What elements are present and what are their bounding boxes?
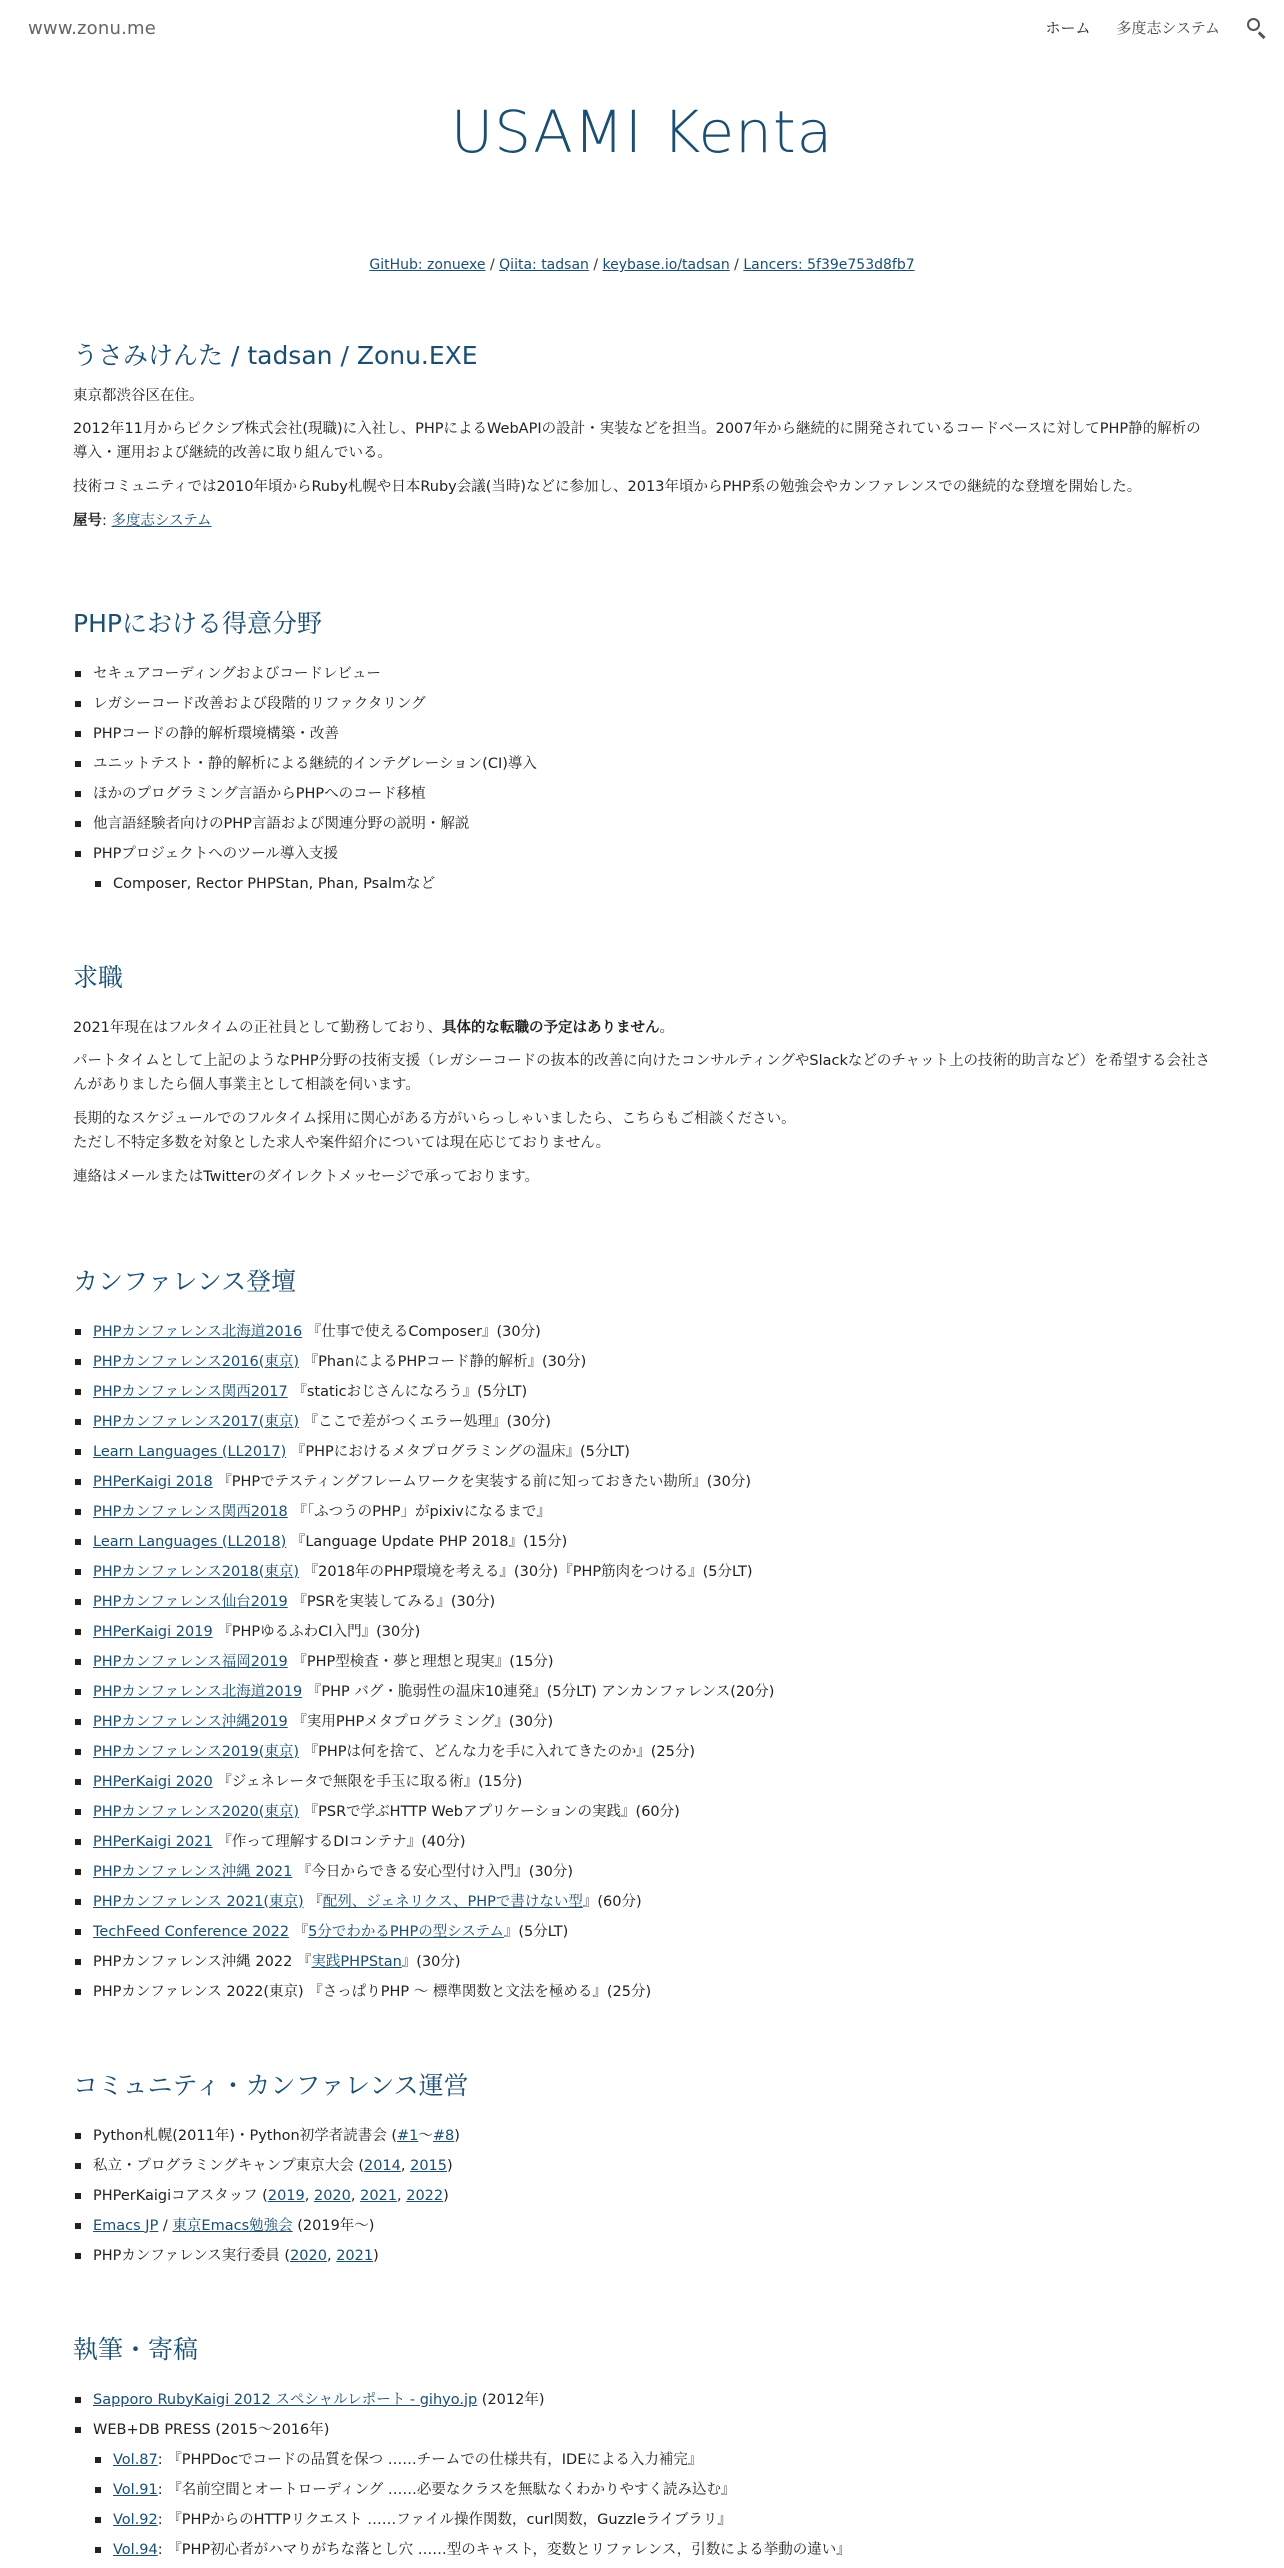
skills-sublist xyxy=(93,869,1213,899)
item-text: 〜 xyxy=(418,2127,433,2144)
list-item: WEB+DB PRESS (2015〜2016年) xyxy=(73,2415,1213,2445)
talk-item xyxy=(73,1527,1213,1557)
profile-section xyxy=(73,340,1213,544)
talk-title: 『さっぱりPHP 〜 標準関数と文法を極める』(25分) xyxy=(308,1983,652,2000)
list-item xyxy=(73,2181,1213,2211)
keybase-link[interactable]: keybase.io/tadsan xyxy=(602,257,730,273)
writing-section xyxy=(73,2334,1213,2565)
github-link[interactable]: GitHub: zonuexe xyxy=(369,257,486,273)
page-title: USAMI Kenta xyxy=(450,98,834,166)
talk-title: 『PSRで学ぶHTTP Webアプリケーションの実践』(60分) xyxy=(303,1803,680,1820)
talk-event: PHPカンファレンス 2022(東京) xyxy=(93,1983,304,2000)
item-text: ) xyxy=(443,2187,449,2204)
item-text: : 『PHPDocでコードの品質を保つ ……チームでの仕様共有，IDEによる入力補完』 xyxy=(157,2451,703,2468)
job-status-strong: 具体的な転職の予定はありません xyxy=(441,1019,660,1036)
list-item: レガシーコード改善および段階的リファクタリング xyxy=(73,689,1213,719)
talk-item xyxy=(73,1347,1213,1377)
list-item: PHPコードの静的解析環境構築・改善 xyxy=(73,719,1213,749)
list-item: PHPプロジェクトへのツール導入支援 xyxy=(73,839,1213,869)
talk-event-link[interactable]: PHPカンファレンス福岡2019 xyxy=(93,1653,288,1670)
skills-section xyxy=(73,608,1213,899)
talk-item xyxy=(73,1677,1213,1707)
talk-title-close: 』(5分LT) xyxy=(503,1923,569,1940)
list-item xyxy=(73,2151,1213,2181)
python-reading-link-1[interactable]: #1 xyxy=(397,2127,419,2144)
list-item xyxy=(73,2211,1213,2241)
talk-title: 『ここで差がつくエラー処理』(30分) xyxy=(303,1413,551,1430)
camp-2014-link[interactable]: 2014 xyxy=(363,2157,401,2174)
talk-item xyxy=(73,1407,1213,1437)
talk-title-link[interactable]: 配列、ジェネリクス、PHPで書けない型 xyxy=(322,1893,583,1910)
talk-title-link[interactable]: 5分でわかるPHPの型システム xyxy=(308,1923,504,1940)
nav-item-tadoshi-system[interactable]: 多度志システム xyxy=(1116,19,1220,37)
talk-title: 『2018年のPHP環境を考える』(30分)『PHP筋肉をつける』(5分LT) xyxy=(303,1563,753,1580)
talk-item xyxy=(73,1827,1213,1857)
talk-title: 『「ふつうのPHP」がpixivになるまで』 xyxy=(292,1503,551,1520)
job-fulltime-a: 長期的なスケジュールでのフルタイム採用に関心がある方がいらっしゃいましたら、こちらもご相談ください。 xyxy=(73,1111,796,1128)
talk-event-link[interactable]: PHPカンファレンス沖縄 2021 xyxy=(93,1863,293,1880)
writing-list xyxy=(73,2385,1213,2445)
list-item xyxy=(73,2241,1213,2271)
talk-item xyxy=(73,1797,1213,1827)
search-icon[interactable] xyxy=(1246,17,1268,39)
community-section xyxy=(73,2070,1213,2271)
talk-item xyxy=(73,1587,1213,1617)
item-text: PHPカンファレンス実行委員 ( xyxy=(93,2247,291,2264)
item-text: , xyxy=(304,2187,314,2204)
list-item xyxy=(73,2385,1213,2415)
profile-community: 技術コミュニティでは2010年頃からRuby札幌や日本Ruby会議(当時)などに参加し、2013年頃からPHP系の勉強会やカンファレンスでの継続的な登壇を開始した。 xyxy=(73,479,1142,496)
talk-event-link[interactable]: PHPカンファレンス2020(東京) xyxy=(93,1803,300,1820)
nav-item-home[interactable]: ホーム xyxy=(1045,19,1091,37)
item-text: , xyxy=(350,2187,361,2204)
talks-section xyxy=(73,1266,1213,2007)
item-text: : 『名前空間とオートローディング ……必要なクラスを無駄なくわかりやすく読み込む』 xyxy=(157,2481,736,2498)
list-item xyxy=(93,2475,1213,2505)
item-text: ) xyxy=(373,2247,379,2264)
gihyo-report-link[interactable]: Sapporo RubyKaigi 2012 スペシャルレポート - gihyo.jp xyxy=(93,2391,478,2408)
talk-title-link[interactable]: 実践PHPStan xyxy=(311,1953,402,1970)
job-status-end: 。 xyxy=(659,1019,674,1036)
phpcon-2020-link[interactable]: 2020 xyxy=(290,2247,327,2264)
list-item xyxy=(73,2121,1213,2151)
vol-link[interactable]: Vol.92 xyxy=(113,2511,158,2528)
talk-event-link[interactable]: PHPerKaigi 2021 xyxy=(93,1833,213,1850)
talk-event-link[interactable]: Learn Languages (LL2018) xyxy=(93,1533,287,1550)
talk-event-link[interactable]: PHPカンファレンス2016(東京) xyxy=(93,1353,300,1370)
item-text: : 『PHP初心者がハマりがちな落とし穴 ……型のキャスト，変数とリファレンス，引数による挙動の違い』 xyxy=(157,2541,851,2558)
job-heading: 求職 xyxy=(73,963,124,992)
item-text: : 『PHPからのHTTPリクエスト ……ファイル操作関数，curl関数，Guzzleライブラリ』 xyxy=(157,2511,732,2528)
talk-title: 『ジェネレータで無限を手玉に取る術』(15分) xyxy=(217,1773,523,1790)
talk-item xyxy=(73,1857,1213,1887)
talk-event-link[interactable]: PHPカンファレンス2017(東京) xyxy=(93,1413,300,1430)
talk-event-link[interactable]: PHPカンファレンス沖縄2019 xyxy=(93,1713,288,1730)
list-item: ユニットテスト・静的解析による継続的インテグレーション(CI)導入 xyxy=(73,749,1213,779)
list-item: セキュアコーディングおよびコードレビュー xyxy=(73,659,1213,689)
talk-title: 『Language Update PHP 2018』(15分) xyxy=(290,1533,568,1550)
list-item: ほかのプログラミング言語からPHPへのコード移植 xyxy=(73,779,1213,809)
talk-item xyxy=(73,1647,1213,1677)
talk-title: 『staticおじさんになろう』(5分LT) xyxy=(292,1383,528,1400)
talk-title: 『PHP型検査・夢と理想と現実』(15分) xyxy=(292,1653,554,1670)
profile-location: 東京都渋谷区在住。 xyxy=(73,387,204,404)
phperkaigi-2020-link[interactable]: 2020 xyxy=(313,2187,351,2204)
talk-event-link[interactable]: PHPカンファレンス関西2017 xyxy=(93,1383,288,1400)
list-item: 他言語経験者向けのPHP言語および関連分野の説明・解説 xyxy=(73,809,1213,839)
talk-item xyxy=(73,1557,1213,1587)
talk-item xyxy=(73,1737,1213,1767)
list-item xyxy=(93,2505,1213,2535)
talk-event: PHPカンファレンス沖縄 2022 xyxy=(93,1953,293,1970)
talk-event-link[interactable]: PHPカンファレンス 2021(東京) xyxy=(93,1893,304,1910)
talk-item xyxy=(73,1917,1213,1947)
list-item xyxy=(93,2535,1213,2565)
item-text: Python札幌(2011年)・Python初学者読書会 ( xyxy=(93,2127,398,2144)
camp-2015-link[interactable]: 2015 xyxy=(410,2157,448,2174)
phperkaigi-2019-link[interactable]: 2019 xyxy=(267,2187,305,2204)
talk-title-close: 』(60分) xyxy=(582,1893,642,1910)
job-contact: 連絡はメールまたはTwitterのダイレクトメッセージで承っております。 xyxy=(73,1169,540,1186)
talks-list xyxy=(73,1317,1213,2007)
webdb-list xyxy=(93,2445,1213,2565)
talk-event-link[interactable]: PHPカンファレンス北海道2016 xyxy=(93,1323,303,1340)
talks-heading: カンファレンス登壇 xyxy=(73,1267,297,1296)
talk-item xyxy=(73,1617,1213,1647)
talk-event-link[interactable]: TechFeed Conference 2022 xyxy=(93,1923,290,1940)
yago-link[interactable]: 多度志システム xyxy=(111,513,212,530)
main-nav xyxy=(1045,16,1268,40)
vol-link[interactable]: Vol.87 xyxy=(113,2451,158,2468)
job-fulltime-b: ただし不特定多数を対象とした求人や案件紹介については現在応じておりません。 xyxy=(73,1135,611,1152)
talk-item xyxy=(73,1947,1213,1977)
talk-title: 『今日からできる安心型付け入門』(30分) xyxy=(296,1863,574,1880)
talk-item xyxy=(73,1497,1213,1527)
job-fulltime xyxy=(73,1108,1213,1156)
talk-title-open: 『 xyxy=(308,1893,323,1910)
qiita-link[interactable]: Qiita: tadsan xyxy=(499,257,589,273)
talk-item xyxy=(73,1467,1213,1497)
talk-title: 『PSRを実装してみる』(30分) xyxy=(292,1593,496,1610)
vol-link[interactable]: Vol.94 xyxy=(113,2541,158,2558)
item-text: (2012年) xyxy=(477,2391,545,2408)
talk-event-link[interactable]: PHPerKaigi 2020 xyxy=(93,1773,213,1790)
item-text: / xyxy=(158,2217,173,2234)
talk-event-link[interactable]: PHPカンファレンス仙台2019 xyxy=(93,1593,288,1610)
job-status-text: 2021年現在はフルタイムの正社員として勤務しており、 xyxy=(73,1019,442,1036)
top-bar xyxy=(0,0,1284,56)
job-parttime: パートタイムとして上記のようなPHP分野の技術支援（レガシーコードの抜本的改善に向けたコンサルティングやSlackなどのチャット上の技術的助言など）を希望する会社さんがありましたら個人事業主として相談を伺います。 xyxy=(73,1053,1210,1094)
profile-links xyxy=(0,254,1284,276)
talk-event-link[interactable]: PHPerKaigi 2018 xyxy=(93,1473,213,1490)
vol-link[interactable]: Vol.91 xyxy=(113,2481,158,2498)
talk-title-open: 『 xyxy=(293,1923,309,1940)
talk-item xyxy=(73,1977,1213,2007)
talk-title-close: 』(30分) xyxy=(401,1953,461,1970)
skills-heading: PHPにおける得意分野 xyxy=(73,609,322,638)
profile-career: 2012年11月からピクシブ株式会社(現職)に入社し、PHPによるWebAPIの設計・実装などを担当。2007年から継続的に開発されているコードベースに対してPHP静的解析の導入・運用および継続的改善に取り組んでいる。 xyxy=(73,421,1201,462)
item-text: PHPerKaigiコアスタッフ ( xyxy=(93,2187,268,2204)
item-text: ) xyxy=(447,2157,453,2174)
python-reading-link-8[interactable]: #8 xyxy=(432,2127,455,2144)
talk-item xyxy=(73,1317,1213,1347)
talk-item xyxy=(73,1767,1213,1797)
item-text: ) xyxy=(454,2127,460,2144)
phpcon-2021-link[interactable]: 2021 xyxy=(336,2247,374,2264)
job-section xyxy=(73,962,1213,1200)
list-item: Composer, Rector PHPStan, Phan, Psalmなど xyxy=(93,869,1213,899)
item-text: (2019年〜) xyxy=(292,2217,375,2234)
tokyo-emacs-link[interactable]: 東京Emacs勉強会 xyxy=(172,2217,293,2234)
site-name[interactable]: www.zonu.me xyxy=(28,18,157,39)
talk-event-link[interactable]: PHPerKaigi 2019 xyxy=(93,1623,213,1640)
talk-title: 『実用PHPメタプログラミング』(30分) xyxy=(292,1713,554,1730)
list-item xyxy=(93,2445,1213,2475)
talk-title: 『PHPゆるふわCI入門』(30分) xyxy=(217,1623,421,1640)
item-text: , xyxy=(397,2187,407,2204)
community-heading: コミュニティ・カンファレンス運営 xyxy=(73,2071,469,2100)
talk-title: 『PHP バグ・脆弱性の温床10連発』(5分LT) アンカンファレンス(20分) xyxy=(306,1683,775,1700)
community-list xyxy=(73,2121,1213,2271)
talk-title: 『仕事で使えるComposer』(30分) xyxy=(306,1323,541,1340)
yago-sep: : xyxy=(102,513,112,530)
talk-event-link[interactable]: PHPカンファレンス北海道2019 xyxy=(93,1683,303,1700)
link-separator: / xyxy=(588,257,603,273)
item-text: 私立・プログラミングキャンプ東京大会 ( xyxy=(93,2157,364,2174)
skills-list xyxy=(73,659,1213,869)
talk-title: 『作って理解するDIコンテナ』(40分) xyxy=(217,1833,466,1850)
job-status xyxy=(73,1017,1213,1041)
lancers-link[interactable]: Lancers: 5f39e753d8fb7 xyxy=(743,257,915,273)
talk-event-link[interactable]: PHPカンファレンス2018(東京) xyxy=(93,1563,300,1580)
talk-item xyxy=(73,1887,1213,1917)
phperkaigi-2021-link[interactable]: 2021 xyxy=(360,2187,397,2204)
talk-title: 『PHPでテスティングフレームワークを実装する前に知っておきたい勘所』(30分) xyxy=(217,1473,752,1490)
talk-title: 『PHPにおけるメタプログラミングの温床』(5分LT) xyxy=(290,1443,630,1460)
talk-event-link[interactable]: PHPカンファレンス2019(東京) xyxy=(93,1743,300,1760)
emacs-jp-link[interactable]: Emacs JP xyxy=(93,2217,159,2234)
profile-yago xyxy=(73,510,1213,534)
talk-item xyxy=(73,1707,1213,1737)
yago-label: 屋号 xyxy=(73,513,102,530)
talk-item xyxy=(73,1437,1213,1467)
talk-title: 『PHPは何を捨て、どんな力を手に入れてきたのか』(25分) xyxy=(303,1743,696,1760)
talk-event-link[interactable]: PHPカンファレンス関西2018 xyxy=(93,1503,288,1520)
link-separator: / xyxy=(729,257,744,273)
item-text: , xyxy=(326,2247,337,2264)
talk-item xyxy=(73,1377,1213,1407)
writing-heading: 執筆・寄稿 xyxy=(73,2335,199,2364)
phperkaigi-2022-link[interactable]: 2022 xyxy=(406,2187,444,2204)
talk-title-open: 『 xyxy=(296,1953,312,1970)
talk-title: 『PhanによるPHPコード静的解析』(30分) xyxy=(303,1353,587,1370)
link-separator: / xyxy=(485,257,500,273)
item-text: , xyxy=(400,2157,411,2174)
talk-event-link[interactable]: Learn Languages (LL2017) xyxy=(93,1443,287,1460)
profile-heading: うさみけんた / tadsan / Zonu.EXE xyxy=(73,341,478,370)
